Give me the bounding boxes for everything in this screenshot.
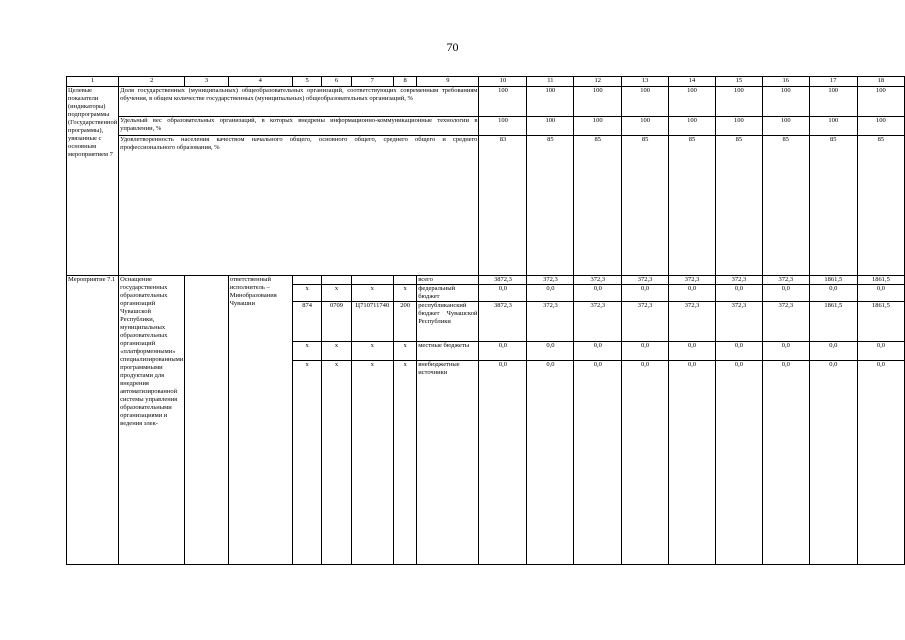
budget-code-grbs: x xyxy=(292,361,322,565)
funding-value: 372,3 xyxy=(669,276,716,285)
budget-code-section: x xyxy=(322,361,351,565)
col-number: 7 xyxy=(351,77,393,87)
funding-value: 0,0 xyxy=(574,285,622,302)
indicator-value: 85 xyxy=(762,136,809,276)
indicator-row xyxy=(67,136,905,276)
funding-value: 0,0 xyxy=(715,361,762,565)
budget-code-grbs: x xyxy=(292,342,322,361)
budget-code-target xyxy=(351,276,393,285)
col-number: 5 xyxy=(292,77,322,87)
col-number: 12 xyxy=(574,77,622,87)
col-number: 16 xyxy=(762,77,809,87)
funding-row xyxy=(67,276,905,285)
funding-value: 3872,3 xyxy=(479,302,527,342)
budget-code-section: 0709 xyxy=(322,302,351,342)
funding-value: 0,0 xyxy=(809,361,857,565)
funding-value: 0,0 xyxy=(715,285,762,302)
indicator-value: 100 xyxy=(574,117,622,136)
funding-value: 0,0 xyxy=(857,361,904,565)
funding-source: всего xyxy=(417,276,479,285)
funding-value: 372,3 xyxy=(574,302,622,342)
funding-value: 0,0 xyxy=(762,342,809,361)
funding-value: 0,0 xyxy=(527,342,574,361)
budget-code-grbs: 874 xyxy=(292,302,322,342)
event-description: Оснащение государственных образовательных организаций Чувашской Республики, муниципальных образовательных организаций «платформенными» специализированными программными продуктами для внедрения автоматизированной системы управления образовательными организациями и ведения элек- xyxy=(119,276,185,565)
funding-source: республиканский бюджет Чувашской Республики xyxy=(417,302,479,342)
funding-value: 372,3 xyxy=(622,276,669,285)
indicator-value: 100 xyxy=(762,117,809,136)
budget-code-target: x xyxy=(351,342,393,361)
budget-code-target: Ц710711740 xyxy=(351,302,393,342)
funding-value: 372,3 xyxy=(762,276,809,285)
funding-value: 372,3 xyxy=(669,302,716,342)
indicator-value: 100 xyxy=(669,117,716,136)
funding-value: 372,3 xyxy=(715,302,762,342)
page-number: 70 xyxy=(446,40,459,54)
budget-code-grbs: x xyxy=(292,285,322,302)
col-number: 15 xyxy=(715,77,762,87)
funding-value: 372,3 xyxy=(762,302,809,342)
indicator-value: 85 xyxy=(622,136,669,276)
col-number: 8 xyxy=(393,77,416,87)
indicator-value: 100 xyxy=(574,87,622,117)
col-number: 10 xyxy=(479,77,527,87)
funding-value: 0,0 xyxy=(669,285,716,302)
col-number: 1 xyxy=(67,77,119,87)
budget-code-target: x xyxy=(351,361,393,565)
budget-code-type: 200 xyxy=(393,302,416,342)
budget-code-type: x xyxy=(393,361,416,565)
indicator-row xyxy=(67,117,905,136)
indicator-value: 85 xyxy=(857,136,904,276)
indicator-value: 100 xyxy=(479,117,527,136)
program-table xyxy=(66,76,905,565)
funding-value: 0,0 xyxy=(527,285,574,302)
indicator-value: 100 xyxy=(762,87,809,117)
budget-code-type: x xyxy=(393,285,416,302)
funding-value: 1861,5 xyxy=(857,276,904,285)
funding-source: федеральный бюджет xyxy=(417,285,479,302)
indicator-value: 100 xyxy=(809,87,857,117)
funding-value: 0,0 xyxy=(622,361,669,565)
funding-value: 0,0 xyxy=(669,342,716,361)
col-number: 9 xyxy=(417,77,479,87)
funding-value: 0,0 xyxy=(857,285,904,302)
responsible-executor: ответственный исполнитель – Минобразования Чувашии xyxy=(228,276,292,565)
indicator-value: 100 xyxy=(715,117,762,136)
indicator-value: 100 xyxy=(809,117,857,136)
indicator-row xyxy=(67,87,905,117)
indicator-value: 83 xyxy=(479,136,527,276)
funding-value: 0,0 xyxy=(574,342,622,361)
col-number: 3 xyxy=(185,77,228,87)
col-number: 4 xyxy=(228,77,292,87)
funding-value: 0,0 xyxy=(857,342,904,361)
funding-value: 372,3 xyxy=(574,276,622,285)
indicator-text: Удельный вес образовательных организаций, в которых внедрены информационно-коммуникационные технологии в управлении, % xyxy=(119,117,479,136)
indicator-value: 100 xyxy=(857,87,904,117)
funding-value: 372,3 xyxy=(622,302,669,342)
indicators-label: Целевые показатели (индикаторы) подпрограммы (Государственной программы), увязанные с основным мероприятием 7 xyxy=(67,87,119,276)
indicator-text: Удовлетворенность населения качеством начального общего, основного общего, среднего общего и среднего профессионального образования, % xyxy=(119,136,479,276)
indicator-value: 85 xyxy=(527,136,574,276)
funding-value: 0,0 xyxy=(574,361,622,565)
indicator-value: 100 xyxy=(622,87,669,117)
funding-value: 0,0 xyxy=(762,285,809,302)
funding-value: 1861,5 xyxy=(809,276,857,285)
funding-value: 0,0 xyxy=(622,285,669,302)
col-number: 18 xyxy=(857,77,904,87)
funding-value: 372,3 xyxy=(715,276,762,285)
col-number: 6 xyxy=(322,77,351,87)
funding-value: 0,0 xyxy=(479,285,527,302)
indicator-value: 85 xyxy=(715,136,762,276)
funding-value: 1861,5 xyxy=(857,302,904,342)
budget-code-section: x xyxy=(322,285,351,302)
funding-value: 372,3 xyxy=(527,302,574,342)
indicator-value: 85 xyxy=(809,136,857,276)
funding-value: 1861,5 xyxy=(809,302,857,342)
budget-code-section: x xyxy=(322,342,351,361)
funding-value: 0,0 xyxy=(809,285,857,302)
indicator-value: 100 xyxy=(669,87,716,117)
col-number: 14 xyxy=(669,77,716,87)
funding-source: местные бюджеты xyxy=(417,342,479,361)
indicator-value: 100 xyxy=(715,87,762,117)
budget-code-grbs xyxy=(292,276,322,285)
col-number: 17 xyxy=(809,77,857,87)
funding-value: 0,0 xyxy=(479,342,527,361)
indicator-value: 100 xyxy=(622,117,669,136)
indicator-value: 100 xyxy=(527,87,574,117)
funding-value: 0,0 xyxy=(527,361,574,565)
budget-code-section xyxy=(322,276,351,285)
indicator-value: 100 xyxy=(857,117,904,136)
funding-value: 3872,3 xyxy=(479,276,527,285)
funding-value: 0,0 xyxy=(809,342,857,361)
col-number: 11 xyxy=(527,77,574,87)
indicator-value: 85 xyxy=(574,136,622,276)
empty-cell xyxy=(185,276,228,565)
indicator-value: 100 xyxy=(479,87,527,117)
budget-code-type xyxy=(393,276,416,285)
column-number-row xyxy=(67,77,905,87)
funding-value: 0,0 xyxy=(622,342,669,361)
funding-value: 0,0 xyxy=(762,361,809,565)
indicator-text: Доля государственных (муниципальных) общеобразовательных организаций, соответствующих современным требованиям обучения, в общем количестве государственных (муниципальных) общеобразовательных организаций, % xyxy=(119,87,479,117)
funding-source: внебюджетные источники xyxy=(417,361,479,565)
funding-value: 0,0 xyxy=(479,361,527,565)
funding-value: 372,3 xyxy=(527,276,574,285)
event-number: Мероприятие 7.1 xyxy=(67,276,119,565)
col-number: 2 xyxy=(119,77,185,87)
budget-code-target: x xyxy=(351,285,393,302)
funding-value: 0,0 xyxy=(669,361,716,565)
indicator-value: 100 xyxy=(527,117,574,136)
budget-code-type: x xyxy=(393,342,416,361)
funding-value: 0,0 xyxy=(715,342,762,361)
col-number: 13 xyxy=(622,77,669,87)
indicator-value: 85 xyxy=(669,136,716,276)
